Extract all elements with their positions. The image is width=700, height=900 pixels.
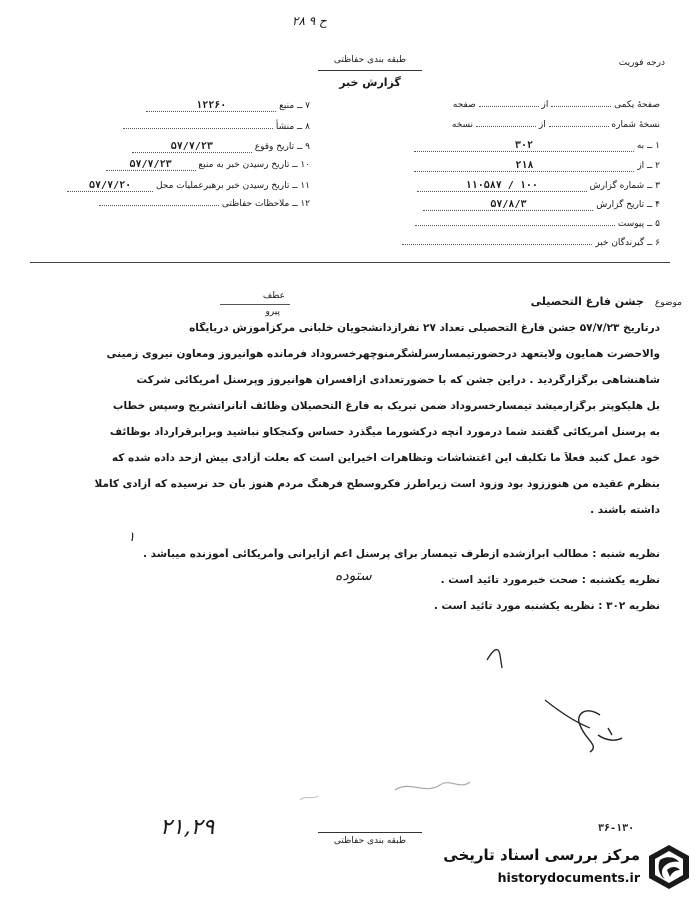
field-value: ۵۷/۷/۲۰ (67, 180, 153, 192)
page-code: ۳۶-۱۳۰ (598, 823, 635, 834)
org-name: مرکز بررسی اسناد تاریخی (443, 846, 640, 864)
body-line: داشته باشند . (590, 504, 660, 516)
signature-3 (545, 700, 590, 728)
stroke-mark (487, 650, 502, 668)
subject-label: موضوع (654, 298, 682, 308)
field-event-date: ۹ ــ تاریخ وقوع ۵۷/۷/۲۳ (70, 141, 310, 153)
body-line: بل هلیکوپتر برگزارمیشد تیمسارخسروداد ضمن تبریک به فارغ التحصیلان وظائف آنانراتشریح وسپس خطاب (112, 400, 660, 412)
body-line: خود عمل کنید فعلاً ما تکلیف این اغتشاشات وتظاهرات اخیراین است که بعلت آزادی بیش ازحد داده شده که (111, 452, 660, 464)
field-copy: نسخهٔ شماره از نسخه (451, 120, 660, 130)
faded-signature (395, 782, 470, 790)
signature-2 (579, 711, 622, 752)
attached-label: عطف (262, 291, 285, 301)
field-value: ۱۰۰ / ۱۱۰۵۸۷ (417, 180, 587, 192)
subject-value: جشن فارغ التحصیلی (530, 295, 644, 308)
body-line: بنظرم عقیده من هنوززود بود وزود است زیراطرز فکروسطح فرهنگ مردم هنوز بآن حد نرسیده که آزادی کاملا (94, 478, 660, 490)
body-line: به پرسنل آمریکائی گفتند شما درمورد آنچه درکشورما میگذرد حساس وکنجکاو نباشید وبرابرقرارداد بوظائف (109, 426, 660, 438)
marginal-number: ۱ (128, 530, 135, 545)
org-logo-icon (645, 842, 693, 892)
field-to: ۱ ــ به ۳۰۲ (370, 140, 660, 152)
field-value: ۵۷/۷/۲۳ (106, 159, 196, 171)
body-line: شاهنشاهی برگزارگردید . دراین جشن که با حضورتعدادی ازافسران هوانیروز وپرسنل آمریکائی شرکت (136, 374, 660, 386)
urgency-label: درجه فوریت (618, 58, 665, 68)
field-attachment: ۵ ــ پیوست (370, 219, 660, 229)
field-source: ۷ ــ منبع ۱۲۲۶۰ (70, 100, 310, 112)
form-title: گزارش خبر (339, 76, 401, 89)
field-value: ۵۷/۸/۳ (423, 199, 593, 211)
field-value: ۲۱۸ (414, 160, 634, 172)
handwritten-number: ۲۱,۲۹ (160, 815, 215, 840)
field-report-number: ۳ ــ شماره گزارش ۱۰۰ / ۱۱۰۵۸۷ (370, 180, 660, 192)
field-received-ops: ۱۱ ــ تاریخ رسیدن خبر برهبرعملیات محل ۵۷/۷/۲۰ (30, 180, 310, 192)
field-recipients: ۶ ــ گیرندگان خبر (370, 238, 660, 248)
annotation-saturday: نظریه شنبه : مطالب ابرازشده ازطرف تیمسار برای پرسنل اعم ازایرانی وآمریکائی آموزنده میباشد . (143, 548, 660, 560)
body-line: والاحضرت همایون ولایتعهد درحضورتیمسارسرلشگرمنوچهرخسروداد فرمانده هوانیروز ومعاون نیروی زمینی (106, 348, 660, 360)
field-report-date: ۴ ــ تاریخ گزارش ۵۷/۸/۳ (370, 199, 660, 211)
annotation-sunday: نظریه یکشنبه : صحت خبرمورد تائید است . (440, 574, 660, 586)
field-received-source: ۱۰ ــ تاریخ رسیدن خبر به منبع ۵۷/۷/۲۳ (52, 159, 310, 171)
faded-mark (300, 796, 318, 800)
field-origin: ۸ ــ منشأ (70, 122, 310, 132)
top-mark: ۲۸ ح ۹ (292, 14, 327, 28)
classification-line-bottom (318, 832, 422, 833)
field-value: ۵۷/۷/۲۳ (132, 141, 252, 153)
signature-1: ﺳﺘﻮﺩﻩ (335, 568, 372, 584)
follow-label: پیرو (265, 307, 280, 317)
field-security-notes: ۱۲ ــ ملاحظات حفاظتی (70, 199, 310, 209)
classification-top: طبقه بندی حفاظتی (333, 55, 407, 65)
classification-bottom: طبقه بندی حفاظتی (333, 836, 407, 846)
field-value: ۱۲۲۶۰ (146, 100, 276, 112)
field-page: صفحهٔ یکمی از صفحه (452, 100, 660, 110)
annotation-302: نظریه ۳۰۲ : نظریه یکشنبه مورد تائید است . (433, 600, 660, 612)
field-value: ۳۰۲ (414, 140, 634, 152)
field-from: ۲ ــ از ۲۱۸ (370, 160, 660, 172)
website: historydocuments.ir (497, 870, 640, 885)
body-line: درتاریخ ۵۷/۷/۲۳ جشن فارغ التحصیلی تعداد ۲۷ نفرازدانشجویان خلبانی مرکزآموزش دریایگاه (189, 322, 660, 334)
